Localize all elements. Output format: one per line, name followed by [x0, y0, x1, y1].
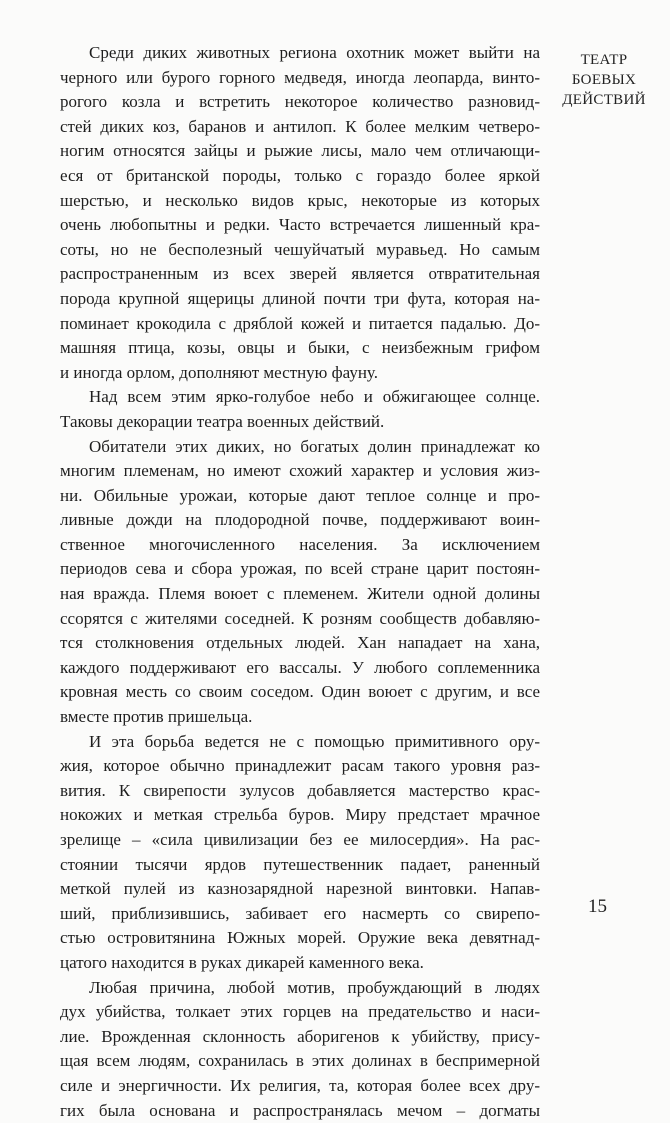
text-line: жия, которое обычно принадлежит расам такого уровня раз-	[60, 756, 540, 776]
page-number: 15	[588, 896, 607, 917]
text-line: рогого козла и встретить некоторое количество разновид-	[60, 92, 540, 112]
text-line: Над всем этим ярко-голубое небо и обжигающее солнце.	[89, 387, 540, 407]
text-line: ная вражда. Племя воюет с племенем. Жители одной долины	[60, 584, 540, 604]
text-line: черного или бурого горного медведя, иногда леопарда, винто-	[60, 67, 540, 87]
text-line: порода крупной ящерицы длиной почти три фута, которая на-	[60, 288, 540, 308]
text-line: стей диких коз, баранов и антилоп. К более мелким четверо-	[60, 116, 540, 136]
text-line: гих была основана и распространялась мечом – догматы	[60, 1100, 540, 1120]
text-line: тся столкновения отдельных людей. Хан нападает на хана,	[60, 633, 540, 653]
text-line: ссорятся с жителями соседней. К розням сообществ добавляю-	[60, 608, 540, 628]
text-line: вития. К свирепости зулусов добавляется мастерство крас-	[60, 780, 540, 800]
running-head-line: ТЕАТР	[580, 52, 628, 68]
text-line: вместе против пришельца.	[60, 707, 253, 727]
text-line: ни. Обильные урожаи, которые дают теплое солнце и про-	[60, 485, 540, 505]
text-line: И эта борьба ведется не с помощью примитивного ору-	[89, 731, 540, 751]
text-line: соты, но не бесполезный чешуйчатый муравьед. Но самым	[60, 239, 540, 259]
text-line: ливные дожди на плодородной почве, поддерживают воин-	[60, 510, 540, 530]
text-line: стоянии тысячи ярдов путешественник падает, раненный	[60, 854, 540, 874]
text-line: щая всем людям, сохранилась в этих долинах в беспримерной	[60, 1051, 540, 1071]
text-line: ший, приблизившись, забивает его насмерть со свирепо-	[60, 903, 540, 923]
text-line: стью островитянина Южных морей. Оружие века девятнад-	[60, 928, 540, 948]
text-line: многим племенам, но имеют схожий характер и условия жиз-	[60, 461, 540, 481]
text-line: периодов сева и сбора урожая, по всей стране царит постоян-	[60, 559, 540, 579]
text-line: распространенным из всех зверей является отвратительная	[60, 264, 540, 284]
text-line: шерстью, и несколько видов крыс, некоторые из которых	[60, 190, 540, 210]
text-line: цатого находится в руках дикарей каменного века.	[60, 952, 424, 972]
text-line: лие. Врожденная склонность аборигенов к убийству, прису-	[60, 1026, 540, 1046]
text-line: ственное многочисленного населения. За исключением	[60, 534, 540, 554]
text-line: ногим относятся зайцы и рыжие лисы, мало чем отличающи-	[60, 141, 540, 161]
text-line: еся от британской породы, только с гораздо более яркой	[60, 165, 540, 185]
body-text	[60, 41, 540, 1123]
text-line: кровная месть со своим соседом. Один воюет с другим, и все	[60, 682, 540, 702]
running-head-line: БОЕВЫХ	[571, 72, 637, 88]
text-line: Обитатели этих диких, но богатых долин принадлежат ко	[89, 436, 540, 456]
text-line: дух убийства, толкает этих горцев на предательство и наси-	[60, 1002, 540, 1022]
text-line: Таковы декорации театра военных действий.	[60, 411, 385, 431]
text-line: нокожих и меткая стрельба буров. Миру предстает мрачное	[60, 805, 540, 825]
running-head	[558, 50, 650, 110]
text-line: очень любопытны и редки. Часто встречается лишенный кра-	[60, 215, 540, 235]
text-line: каждого поддерживают его вассалы. У любого соплеменника	[60, 657, 540, 677]
text-line: Любая причина, любой мотив, пробуждающий в людях	[89, 977, 540, 997]
text-line: меткой пулей из казнозарядной нарезной винтовки. Напав-	[60, 879, 540, 899]
running-head-line: ДЕЙСТВИЙ	[562, 92, 646, 108]
text-line: и иногда орлом, дополняют местную фауну.	[60, 362, 378, 382]
text-line: поминает крокодила с дряблой кожей и питается падалью. До-	[60, 313, 540, 333]
text-line: Среди диких животных региона охотник может выйти на	[89, 43, 540, 62]
text-line: зрелище – «сила цивилизации без ее милосердия». На рас-	[60, 830, 540, 849]
text-line: машняя птица, козы, овцы и быки, с неизбежным грифом	[60, 338, 540, 358]
text-line: силе и энергичности. Их религия, та, которая более всех дру-	[60, 1075, 540, 1095]
